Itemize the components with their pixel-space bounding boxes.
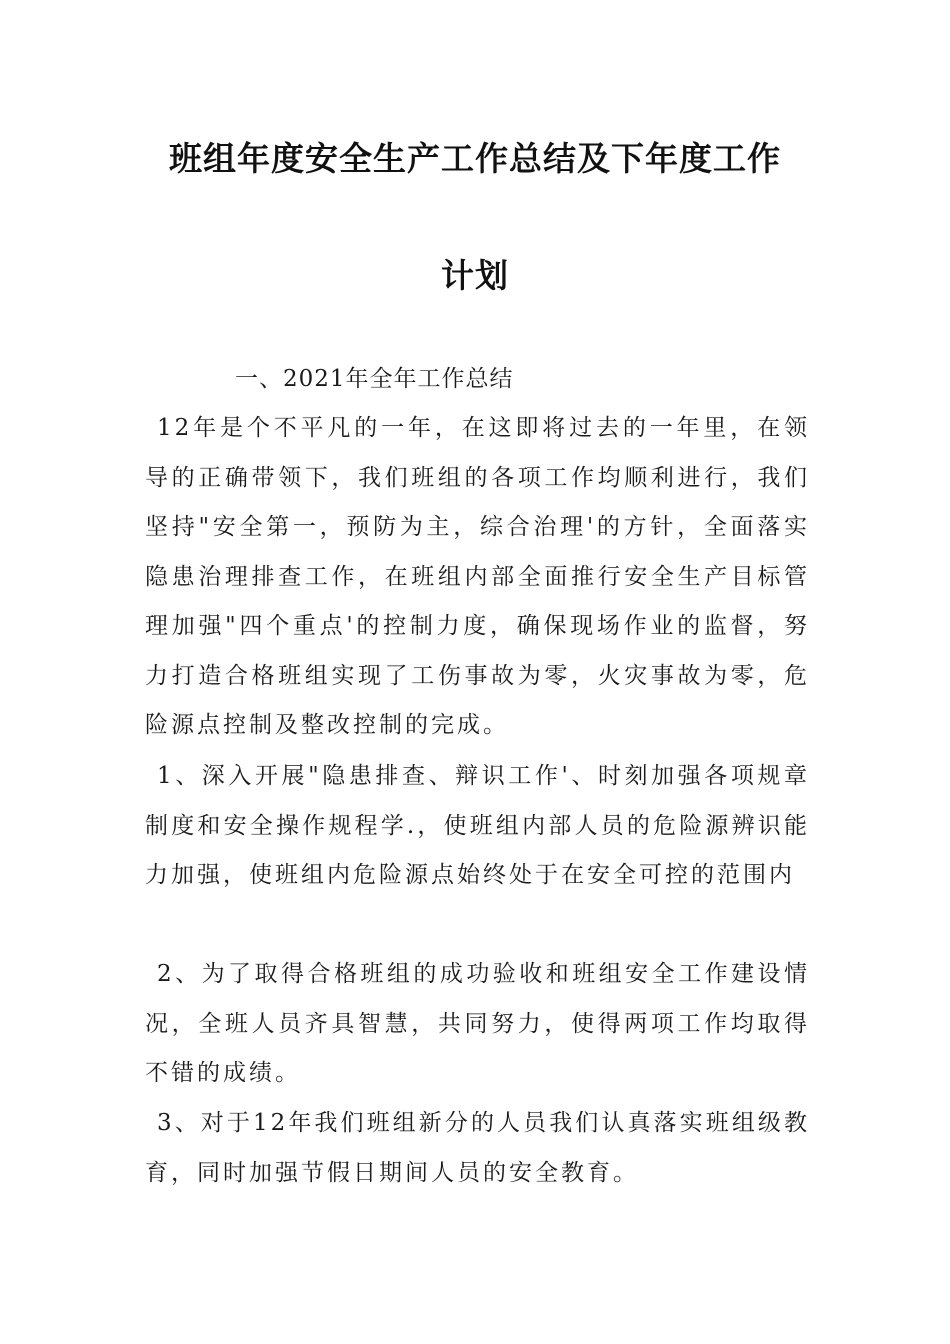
section-heading: 一、2021年全年工作总结 [235,366,514,392]
paragraph-item-2: 2、为了取得合格班组的成功验收和班组安全工作建设情况，全班人员齐具智慧，共同努力，使得两项工作均取得不错的成绩。 [145,961,810,1086]
paragraph-summary: 12年是个不平凡的一年，在这即将过去的一年里，在领导的正确带领下，我们班组的各项工作均顺利进行，我们坚持"安全第一，预防为主，综合治理'的方针，全面落实隐患治理排查工作，在班组内部全面推行安全生产目标管理加强"四个重点'的控制力度，确保现场作业的监督，努力打造合格班组实现了工伤事故为零，火灾事故为零，危险源点控制及整改控制的完成。 [145,415,810,738]
document-title-line-1: 班组年度安全生产工作总结及下年度工作 [169,139,781,178]
paragraph-item-1: 1、深入开展"隐患排查、辩识工作'、时刻加强各项规章制度和安全操作规程学.，使班组内部人员的危险源辨识能力加强，使班组内危险源点始终处于在安全可控的范围内 [145,763,810,888]
paragraph-item-3: 3、对于12年我们班组新分的人员我们认真落实班组级教育，同时加强节假日期间人员的安全教育。 [145,1110,810,1186]
document-title-line-2: 计划 [441,256,509,295]
